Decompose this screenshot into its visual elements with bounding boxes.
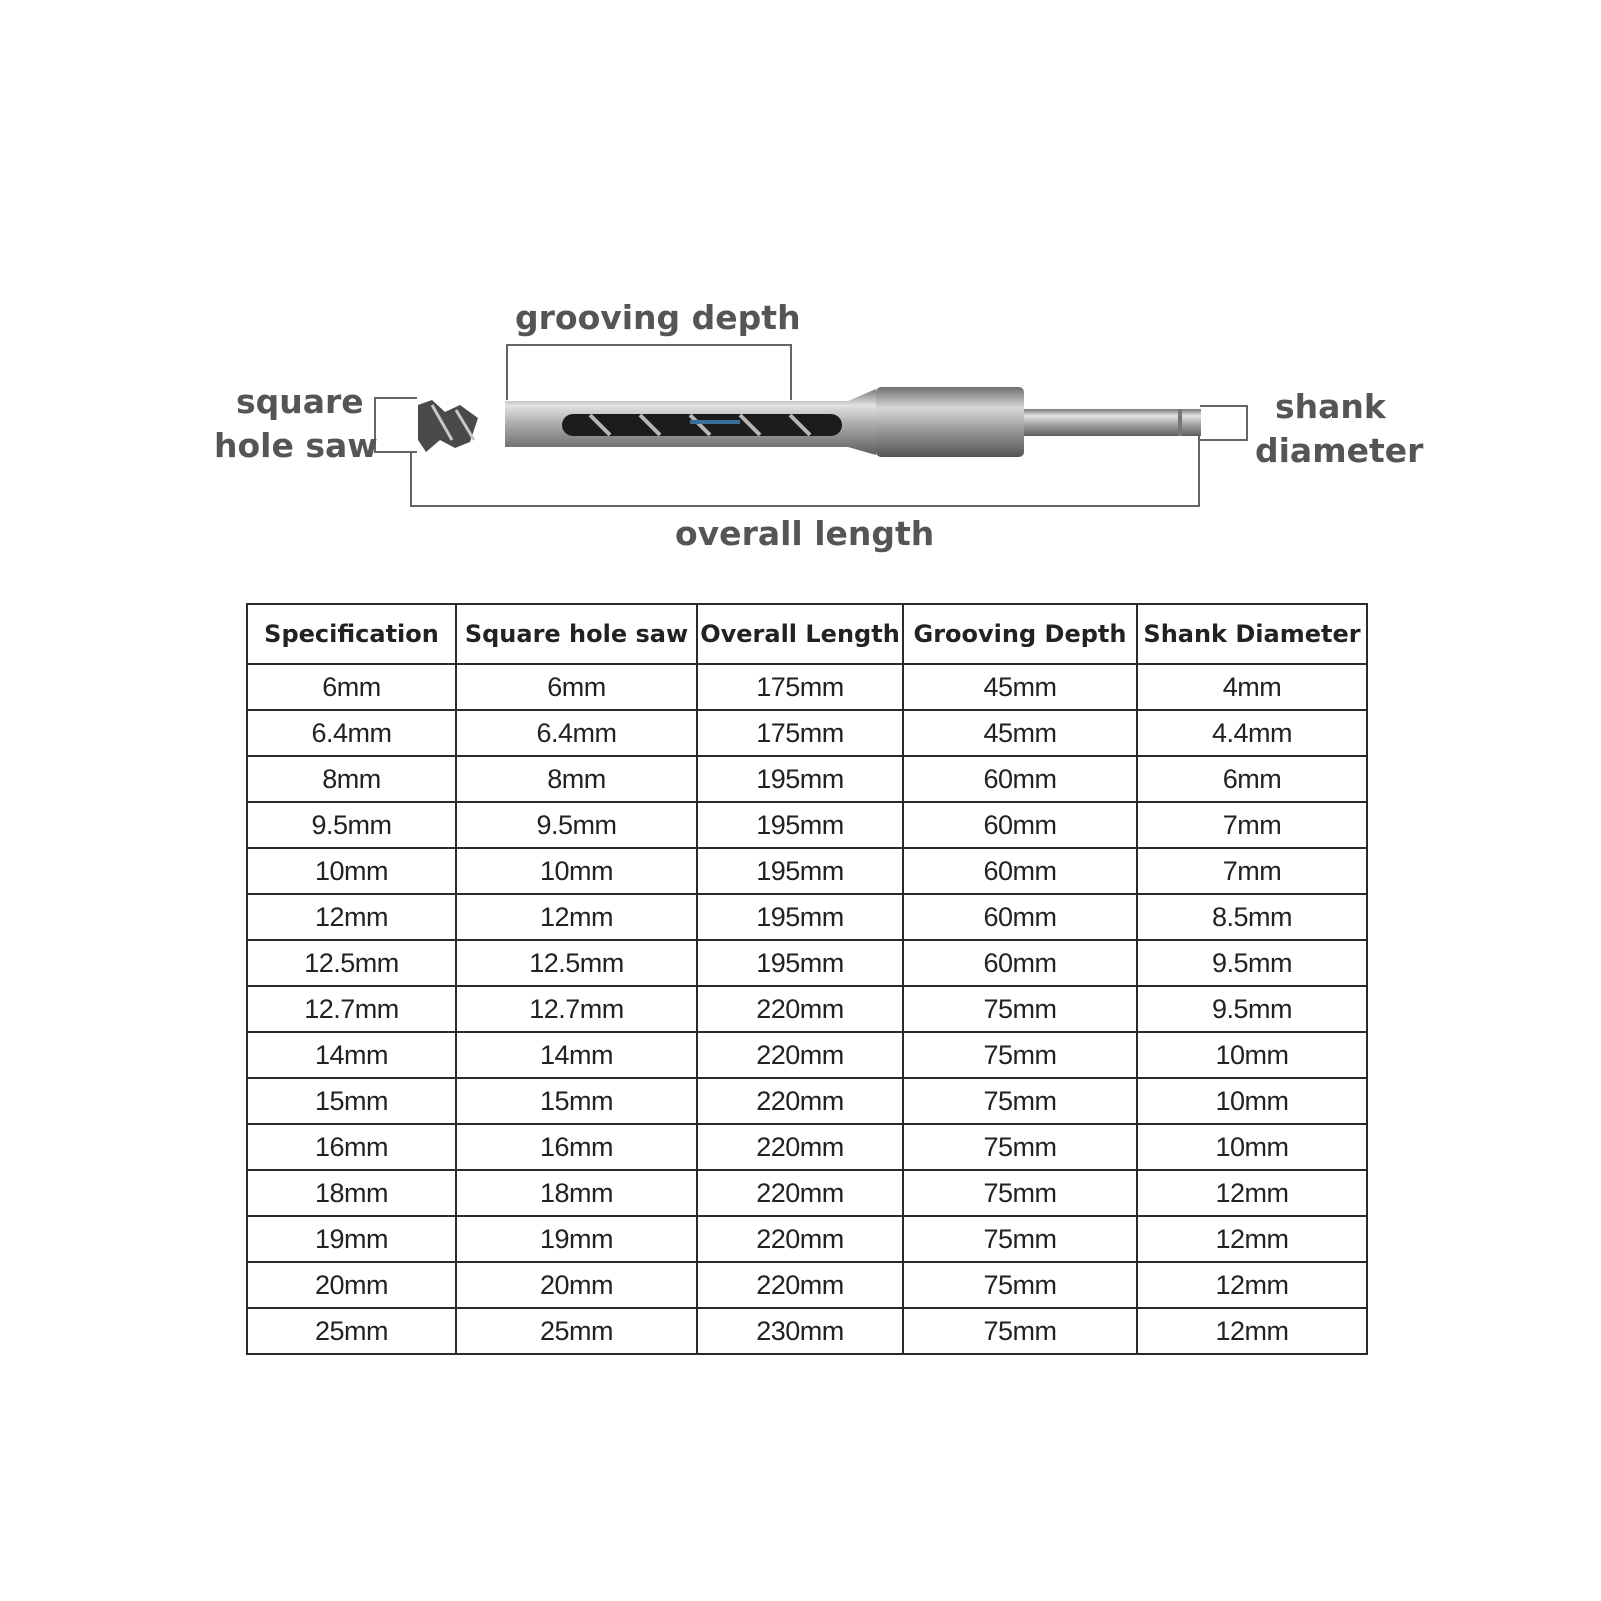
table-row xyxy=(247,1170,1367,1216)
table-cell: 195mm xyxy=(697,848,903,894)
shank-diameter-label-line2: diameter xyxy=(1255,431,1424,470)
table-cell: 4.4mm xyxy=(1137,710,1367,756)
square-hole-bit-illustration xyxy=(0,0,1601,560)
table-cell: 220mm xyxy=(697,1124,903,1170)
table-cell: 20mm xyxy=(456,1262,697,1308)
table-cell: 220mm xyxy=(697,1078,903,1124)
table-cell: 12.7mm xyxy=(456,986,697,1032)
table-row xyxy=(247,802,1367,848)
table-cell: 12mm xyxy=(1137,1308,1367,1354)
table-cell: 60mm xyxy=(903,756,1137,802)
table-cell: 16mm xyxy=(456,1124,697,1170)
table-cell: 10mm xyxy=(1137,1124,1367,1170)
table-cell: 15mm xyxy=(247,1078,456,1124)
shank xyxy=(1024,409,1201,436)
table-cell: 6mm xyxy=(456,664,697,710)
table-cell: 19mm xyxy=(456,1216,697,1262)
table-cell: 12mm xyxy=(1137,1216,1367,1262)
table-cell: 6mm xyxy=(247,664,456,710)
table-cell: 230mm xyxy=(697,1308,903,1354)
table-cell: 8mm xyxy=(247,756,456,802)
table-row xyxy=(247,1078,1367,1124)
table-cell: 60mm xyxy=(903,894,1137,940)
table-cell: 19mm xyxy=(247,1216,456,1262)
table-row xyxy=(247,1124,1367,1170)
table-cell: 9.5mm xyxy=(247,802,456,848)
table-cell: 75mm xyxy=(903,986,1137,1032)
table-cell: 220mm xyxy=(697,1262,903,1308)
grooving-depth-bracket xyxy=(507,345,791,400)
table-cell: 25mm xyxy=(456,1308,697,1354)
table-cell: 18mm xyxy=(456,1170,697,1216)
table-cell: 12.7mm xyxy=(247,986,456,1032)
table-cell: 45mm xyxy=(903,710,1137,756)
table-row xyxy=(247,1262,1367,1308)
table-cell: 220mm xyxy=(697,1032,903,1078)
column-header-shank-diameter: Shank Diameter xyxy=(1137,604,1367,664)
table-cell: 75mm xyxy=(903,1124,1137,1170)
product-diagram xyxy=(0,0,1601,560)
table-cell: 7mm xyxy=(1137,848,1367,894)
table-cell: 75mm xyxy=(903,1308,1137,1354)
table-row xyxy=(247,1032,1367,1078)
table-cell: 220mm xyxy=(697,1216,903,1262)
table-row xyxy=(247,1308,1367,1354)
table-cell: 15mm xyxy=(456,1078,697,1124)
drill-bit xyxy=(418,387,1201,457)
table-cell: 75mm xyxy=(903,1216,1137,1262)
table-cell: 8mm xyxy=(456,756,697,802)
table-cell: 175mm xyxy=(697,710,903,756)
table-cell: 45mm xyxy=(903,664,1137,710)
table-row xyxy=(247,940,1367,986)
table-row xyxy=(247,986,1367,1032)
table-cell: 9.5mm xyxy=(1137,940,1367,986)
table-cell: 60mm xyxy=(903,802,1137,848)
table-cell: 6mm xyxy=(1137,756,1367,802)
column-header-overall-length: Overall Length xyxy=(697,604,903,664)
grooving-depth-label: grooving depth xyxy=(515,298,801,337)
table-cell: 4mm xyxy=(1137,664,1367,710)
column-header-square-hole-saw: Square hole saw xyxy=(456,604,697,664)
shank-diameter-label-line1: shank xyxy=(1275,387,1386,426)
table-cell: 16mm xyxy=(247,1124,456,1170)
table-cell: 12mm xyxy=(1137,1262,1367,1308)
table-cell: 8.5mm xyxy=(1137,894,1367,940)
table-cell: 20mm xyxy=(247,1262,456,1308)
table-cell: 75mm xyxy=(903,1170,1137,1216)
table-header-row xyxy=(247,604,1367,664)
table-cell: 220mm xyxy=(697,986,903,1032)
table-row xyxy=(247,664,1367,710)
table-cell: 75mm xyxy=(903,1078,1137,1124)
collar xyxy=(876,387,1024,457)
table-cell: 195mm xyxy=(697,940,903,986)
table-cell: 75mm xyxy=(903,1032,1137,1078)
table-row xyxy=(247,756,1367,802)
table-cell: 195mm xyxy=(697,756,903,802)
table-cell: 195mm xyxy=(697,894,903,940)
table-cell: 60mm xyxy=(903,940,1137,986)
table-cell: 12.5mm xyxy=(456,940,697,986)
square-hole-saw-bracket xyxy=(375,398,417,452)
square-hole-saw-label-line1: square xyxy=(236,382,364,421)
table-cell: 195mm xyxy=(697,802,903,848)
table-cell: 10mm xyxy=(1137,1078,1367,1124)
spiral-tip xyxy=(418,400,478,452)
overall-length-label: overall length xyxy=(675,514,935,553)
table-row xyxy=(247,710,1367,756)
table-row xyxy=(247,1216,1367,1262)
table-cell: 175mm xyxy=(697,664,903,710)
table-cell: 7mm xyxy=(1137,802,1367,848)
table-cell: 25mm xyxy=(247,1308,456,1354)
table-cell: 12mm xyxy=(247,894,456,940)
table-cell: 18mm xyxy=(247,1170,456,1216)
table-cell: 75mm xyxy=(903,1262,1137,1308)
specification-table xyxy=(246,603,1368,1355)
table-cell: 14mm xyxy=(456,1032,697,1078)
table-cell: 6.4mm xyxy=(456,710,697,756)
table-cell: 14mm xyxy=(247,1032,456,1078)
table-cell: 12.5mm xyxy=(247,940,456,986)
table-cell: 10mm xyxy=(1137,1032,1367,1078)
table-cell: 60mm xyxy=(903,848,1137,894)
table-cell: 6.4mm xyxy=(247,710,456,756)
table-cell: 220mm xyxy=(697,1170,903,1216)
table-cell: 9.5mm xyxy=(456,802,697,848)
shank-diameter-bracket xyxy=(1200,406,1247,440)
table-cell: 10mm xyxy=(247,848,456,894)
table-cell: 12mm xyxy=(1137,1170,1367,1216)
table-row xyxy=(247,848,1367,894)
square-hole-saw-label-line2: hole saw xyxy=(214,426,378,465)
table-cell: 12mm xyxy=(456,894,697,940)
table-cell: 9.5mm xyxy=(1137,986,1367,1032)
column-header-grooving-depth: Grooving Depth xyxy=(903,604,1137,664)
table-cell: 10mm xyxy=(456,848,697,894)
column-header-specification: Specification xyxy=(247,604,456,664)
table-row xyxy=(247,894,1367,940)
